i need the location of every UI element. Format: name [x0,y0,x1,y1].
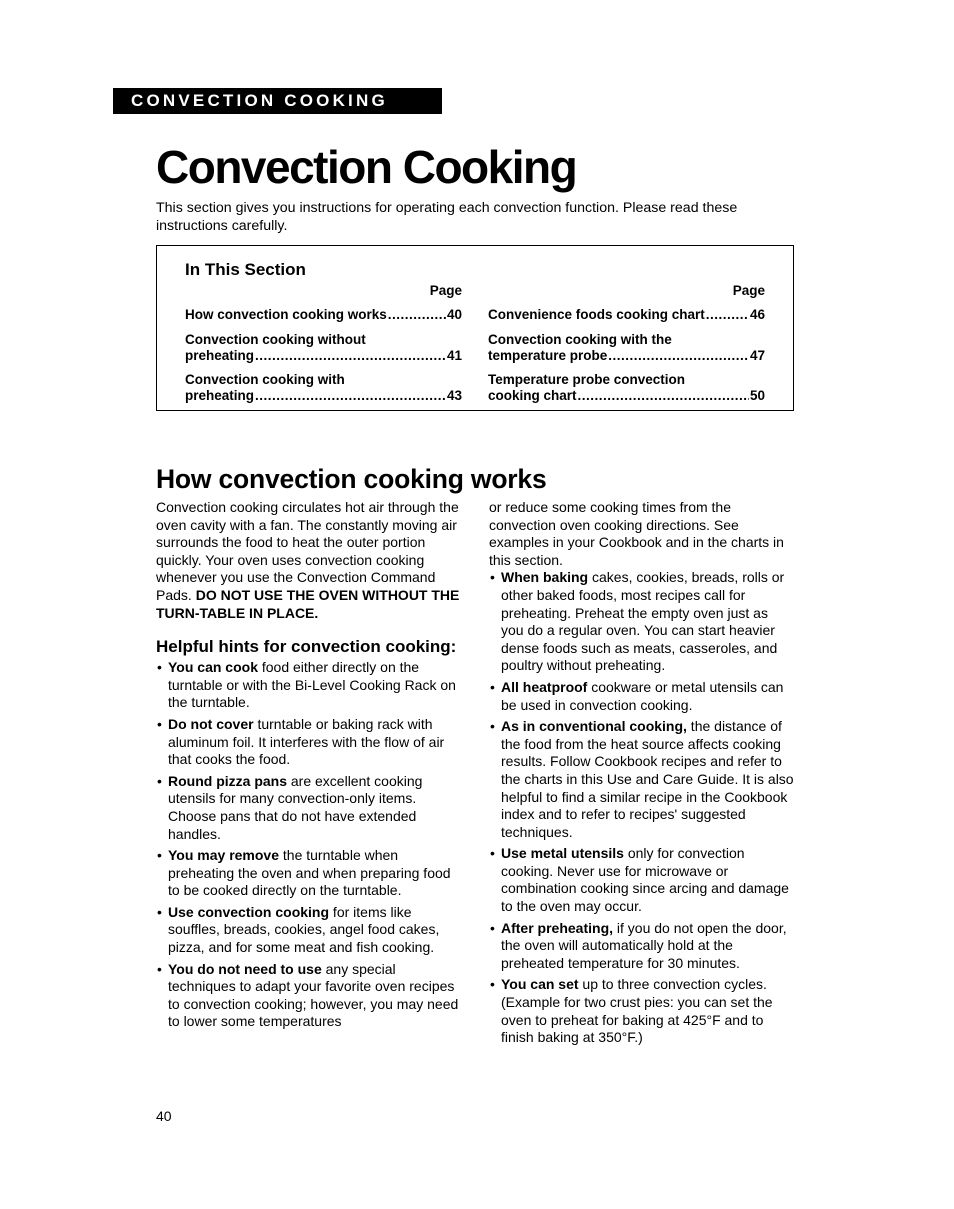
toc-leader [255,348,446,364]
toc-entry[interactable] [185,307,462,323]
bullet-text: are excellent cooking utensils for many convection-only items. Choose pans that do not have extended handles. [168,772,423,842]
toc-leader [706,307,749,323]
toc-entry-label: temperature probe [488,348,608,363]
bullet-text: food either directly on the turntable or with the Bi-Level Cooking Rack on the turntable. [168,659,456,711]
toc-leader [388,307,446,323]
list-item [489,718,794,841]
bullet-lead: You do not need to use [168,960,322,977]
bullet-text: turntable or baking rack with aluminum foil. It interferes with the flow of air that cooks the food. [168,715,445,768]
toc-entry-page: 41 [446,348,462,363]
list-item [489,976,794,1046]
bullet-lead: You can cook [168,659,258,676]
toc-heading: In This Section [185,260,306,279]
bullet-lead: You may remove [168,847,280,864]
body-paragraph [156,499,464,622]
hints-list-continued [489,569,794,1046]
toc-entry[interactable] [185,372,462,404]
list-item [489,920,794,973]
toc-leader [608,348,749,364]
toc-entry-label: Convection cooking with the [488,332,672,347]
bullet-text: cookware or metal utensils can be used in convection cooking. [501,678,784,713]
toc-column-left [185,283,462,412]
list-item [489,845,794,915]
bullet-text: if you do not open the door, the oven will automatically hold at the preheated temperature for 30 minutes. [501,919,787,971]
toc-entry-label: Convenience foods cooking chart [488,307,705,322]
text-column-left [156,499,464,1035]
toc-entry[interactable] [488,372,765,404]
in-this-section-box [156,245,794,411]
toc-entry-label: Convection cooking without [185,332,366,347]
page-number: 40 [156,1108,172,1124]
toc-entry-page: 46 [749,307,765,322]
toc-entry-label: preheating [185,348,255,363]
bullet-text: for items like souffles, breads, cookies, angel food cakes, pizza, and for some meat and fish cooking. [168,903,440,956]
toc-leader [578,388,749,404]
bullet-text: the turntable when preheating the oven and when preparing food to be cooked directly on the turntable. [168,847,451,899]
warning-text: DO NOT USE THE OVEN WITHOUT THE TURN-TABLE IN PLACE. [156,586,460,621]
body-text: Convection cooking circulates hot air through the oven cavity with a fan. The constantly moving air surrounds the food to heat the outer portion quickly. Your oven uses convection cooking whenever you use the Convection Command Pads. [156,499,459,603]
list-item [156,716,464,769]
list-item [156,847,464,900]
toc-entry[interactable] [185,332,462,364]
toc-page-label: Page [429,283,462,298]
bullet-text: only for convection cooking. Never use for microwave or combination cooking since arcing and damage to the oven may occur. [501,845,789,915]
toc-entry[interactable] [488,332,765,364]
toc-entry-label: Convection cooking with [185,372,345,387]
section-bar: CONVECTION COOKING [113,88,442,114]
section-heading: How convection cooking works [156,464,547,494]
toc-entry-label: Temperature probe convection [488,372,686,387]
list-item [156,904,464,957]
bullet-text: the distance of the food from the heat source affects cooking results. Follow Cookbook recipes and refer to the charts in this Use and Care Guide. It is also helpful to find a similar recipe in the Cookbook index and to refer to recipes' suggested techniques. [501,718,794,840]
bullet-lead: After preheating, [501,919,614,936]
toc-entry-label: How convection cooking works [185,307,387,322]
hints-heading: Helpful hints for convection cooking: [156,637,457,657]
bullet-lead: When baking [501,569,589,586]
page-title: Convection Cooking [156,141,577,193]
bullet-lead: Use metal utensils [501,845,624,862]
list-item [156,961,464,1031]
toc-entry-label: preheating [185,388,255,403]
toc-entry[interactable] [488,307,765,323]
bullet-lead: You can set [501,976,579,993]
toc-column-right [488,283,765,412]
list-item [489,679,794,714]
bullet-text: any special techniques to adapt your favorite oven recipes to convection cooking; however, you may need to lower some temperatures [168,960,459,1030]
bullet-text: cakes, cookies, breads, rolls or other baked foods, most recipes call for preheating. Preheat the empty oven just as you do a regular oven. You can start heavier dense foods such as meats, casseroles, and poultry without preheating. [501,569,785,674]
list-item [156,659,464,712]
continued-text: or reduce some cooking times from the convection oven cooking directions. See examples in your Cookbook and in the charts in this section. [489,499,784,568]
bullet-lead: Use convection cooking [168,903,330,920]
toc-entry-page: 47 [749,348,765,363]
toc-leader [255,388,446,404]
list-item [489,569,794,675]
toc-entry-page: 43 [446,388,462,403]
toc-entry-label: cooking chart [488,388,577,403]
bullet-lead: Round pizza pans [168,772,287,789]
toc-entry-page: 40 [446,307,462,322]
bullet-text: up to three convection cycles. (Example for two crust pies: you can set the oven to preheat for baking at 425°F and to finish baking at 350°F.) [501,976,773,1046]
list-item [156,773,464,843]
bullet-lead: Do not cover [168,715,254,732]
bullet-lead: As in conventional cooking, [501,718,687,735]
toc-entry-page: 50 [749,388,765,403]
text-column-right [489,499,794,1051]
bullet-lead: All heatproof [501,678,588,695]
toc-page-label: Page [732,283,765,298]
intro-paragraph: This section gives you instructions for operating each convection function. Please read these instructions carefully. [156,200,738,234]
hints-list [156,659,464,1031]
